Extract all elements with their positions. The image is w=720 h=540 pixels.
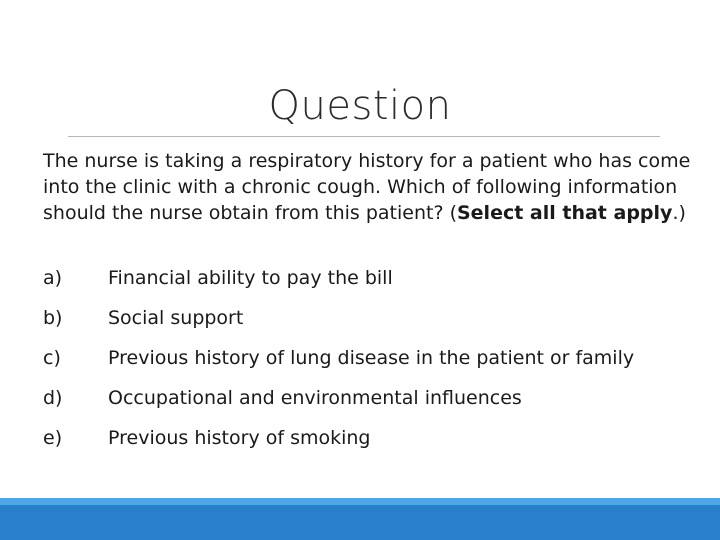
question-suffix: ) bbox=[678, 202, 686, 224]
title-divider bbox=[68, 136, 660, 137]
option-letter: c) bbox=[43, 347, 61, 369]
option-letter: b) bbox=[43, 307, 63, 329]
option-letter: d) bbox=[43, 387, 63, 409]
option-letter: a) bbox=[43, 267, 63, 289]
option-text: Financial ability to pay the bill bbox=[108, 267, 393, 289]
answer-options bbox=[43, 264, 703, 464]
question-period: . bbox=[672, 202, 679, 224]
option-letter: e) bbox=[43, 427, 63, 449]
slide-title: Question bbox=[268, 83, 452, 129]
answer-option bbox=[43, 384, 703, 424]
question-text bbox=[43, 148, 693, 226]
question-prefix: The nurse is taking a respiratory history for a patient who has come into the clinic with a chronic cough. Which of following information should the nurse obtain from this patient? ( bbox=[43, 150, 691, 224]
option-text: Social support bbox=[108, 307, 244, 329]
question-instruction: Select all that apply bbox=[456, 202, 673, 224]
footer-bar-accent bbox=[0, 498, 720, 505]
option-text: Previous history of smoking bbox=[108, 427, 371, 449]
answer-option bbox=[43, 264, 703, 304]
option-text: Occupational and environmental influences bbox=[108, 387, 522, 409]
answer-option bbox=[43, 304, 703, 344]
answer-option bbox=[43, 424, 703, 464]
option-text: Previous history of lung disease in the patient or family bbox=[108, 347, 635, 369]
answer-option bbox=[43, 344, 703, 384]
